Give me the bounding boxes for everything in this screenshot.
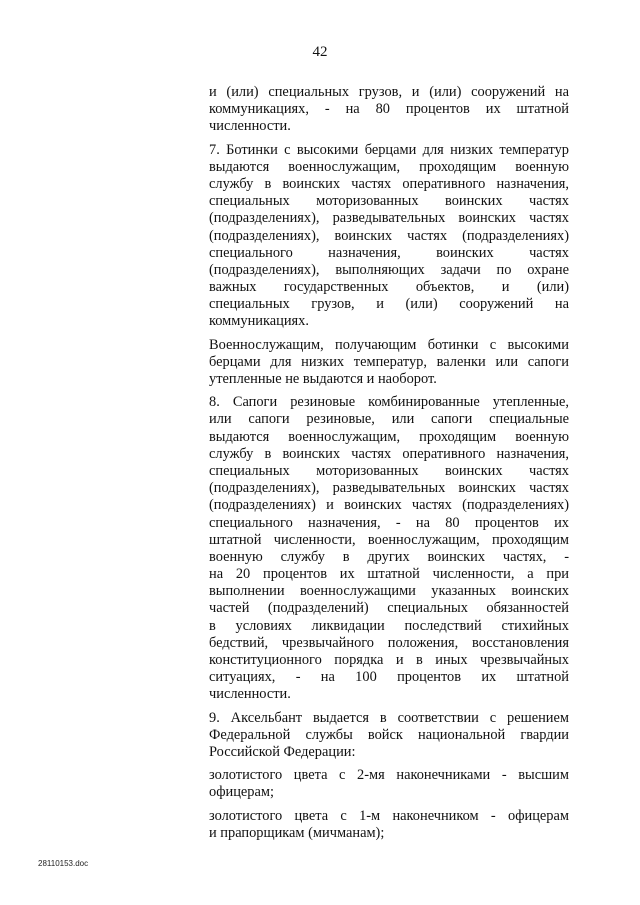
text-line: (подразделениях), разведывательных воинских частях <box>209 480 569 497</box>
text-line: численности. <box>209 686 291 703</box>
text-line: или сапоги резиновые, или сапоги специальные <box>209 411 569 428</box>
text-line: ситуациях, - на 100 процентов их штатной <box>209 669 569 686</box>
text-line: специальных моторизованных воинских частях <box>209 462 569 479</box>
paragraph <box>209 84 569 136</box>
paragraph <box>209 808 569 842</box>
text-line: службу в воинских частях оперативного назначения, <box>209 175 569 192</box>
text-line: коммуникациях, - на 80 процентов их штатной <box>209 101 569 118</box>
paragraph <box>209 767 569 801</box>
text-line: (подразделениях) и воинских частях (подразделениях) <box>209 497 569 514</box>
text-line: военную службу в других воинских частях, - <box>209 548 569 565</box>
text-line: золотистого цвета с 1-м наконечником - офицерам <box>209 807 569 824</box>
text-line: численности. <box>209 118 291 135</box>
text-line: на 20 процентов их штатной численности, а при <box>209 566 569 583</box>
paragraph <box>209 337 569 389</box>
text-line: и (или) специальных грузов, и (или) сооружений на <box>209 84 569 100</box>
footer-filename: 28110153.doc <box>38 859 89 868</box>
text-line: 9. Аксельбант выдается в соответствии с решением <box>209 709 569 726</box>
text-line: выдаются военнослужащим, проходящим военную <box>209 428 569 445</box>
text-line: (подразделениях), воинских частях (подразделениях) <box>209 227 569 244</box>
text-line: в условиях ликвидации последствий стихийных <box>209 617 569 634</box>
document-body <box>209 84 569 842</box>
paragraph <box>209 394 569 703</box>
text-line: золотистого цвета с 2-мя наконечниками - высшим <box>209 767 569 784</box>
text-line: специального назначения, - на 80 процентов их <box>209 514 569 531</box>
text-line: 7. Ботинки с высокими берцами для низких температур <box>209 141 569 158</box>
text-line: специальных моторизованных воинских частях <box>209 193 569 210</box>
text-line: утепленные не выдаются и наоборот. <box>209 371 437 387</box>
text-line: Российской Федерации: <box>209 743 356 760</box>
text-line: бедствий, чрезвычайного положения, восстановления <box>209 634 569 651</box>
text-line: выдаются военнослужащим, проходящим военную <box>209 158 569 175</box>
text-line: 8. Сапоги резиновые комбинированные утепленные, <box>209 394 569 411</box>
text-line: берцами для низких температур, валенки или сапоги <box>209 353 569 370</box>
text-line: Федеральной службы войск национальной гвардии <box>209 726 569 743</box>
text-line: частей (подразделений) специальных обязанностей <box>209 600 569 617</box>
paragraph <box>209 142 569 331</box>
text-line: Военнослужащим, получающим ботинки с высокими <box>209 336 569 353</box>
text-line: офицерам; <box>209 784 274 801</box>
text-line: выполнении военнослужащими указанных воинских <box>209 583 569 600</box>
text-line: конституционного порядка и в иных чрезвычайных <box>209 652 569 668</box>
text-line: коммуникациях. <box>209 313 309 330</box>
text-line: и прапорщикам (мичманам); <box>209 824 385 841</box>
text-line: важных государственных объектов, и (или) <box>209 279 569 296</box>
text-line: (подразделениях), выполняющих задачи по охране <box>209 261 569 278</box>
page-number: 42 <box>312 44 328 60</box>
text-line: специального назначения, воинских частях <box>209 244 569 261</box>
text-line: специальных грузов, и (или) сооружений на <box>209 296 569 313</box>
text-line: штатной численности, военнослужащим, проходящим <box>209 531 569 548</box>
text-line: службу в воинских частях оперативного назначения, <box>209 445 569 462</box>
text-line: (подразделениях), разведывательных воинских частях <box>209 210 569 227</box>
paragraph <box>209 710 569 762</box>
